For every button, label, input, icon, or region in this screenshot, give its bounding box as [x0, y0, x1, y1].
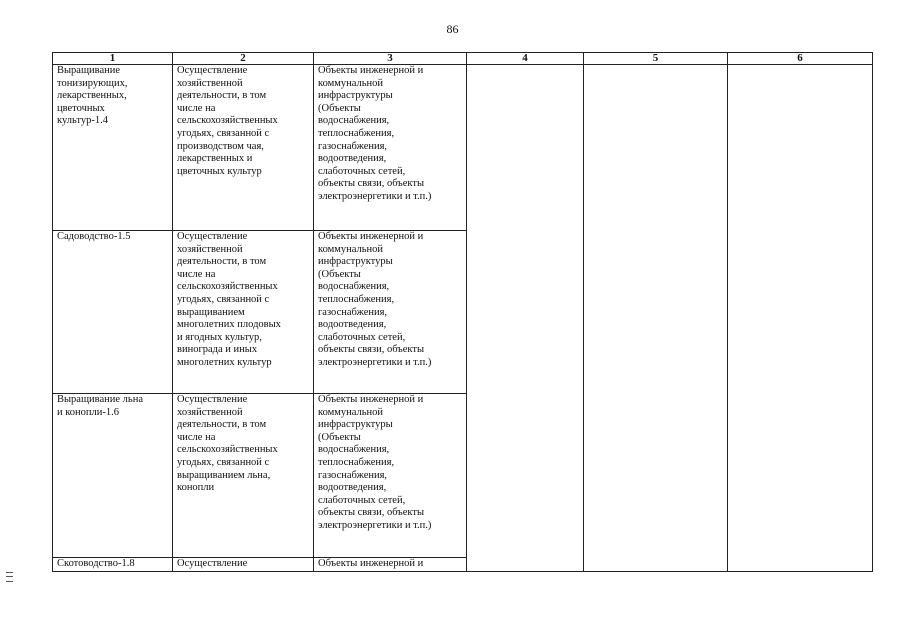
column-header: 1 [53, 53, 173, 65]
table-row [53, 65, 873, 231]
column-header: 4 [467, 53, 584, 65]
table-cell-description: Осуществление хозяйственной деятельности, в том числе на сельскохозяйственных угодьях, связанной с выращиванием льна, конопли [173, 394, 314, 558]
table-cell-objects: Объекты инженерной и [314, 558, 467, 572]
table-cell-description: Осуществление хозяйственной деятельности, в том числе на сельскохозяйственных угодьях, связанной с выращиванием многолетних плодовых и ягодных культур, винограда и иных многолетних культур [173, 231, 314, 394]
table-cell-empty [467, 65, 584, 572]
page-number: 86 [446, 22, 459, 36]
table-cell-description: Осуществление хозяйственной деятельности, в том числе на сельскохозяйственных угодьях, связанной с производством чая, лекарственных и цветочных культур [173, 65, 314, 231]
table-cell-use-type: Выращивание тонизирующих, лекарственных, цветочных культур-1.4 [53, 65, 173, 231]
table-cell-description: Осуществление [173, 558, 314, 572]
column-header: 5 [584, 53, 728, 65]
land-use-table [52, 52, 873, 572]
margin-mark [6, 572, 13, 582]
table-cell-empty [584, 65, 728, 572]
table-cell-use-type: Садоводство-1.5 [53, 231, 173, 394]
table-cell-objects: Объекты инженерной и коммунальной инфраструктуры (Объекты водоснабжения, теплоснабжения, газоснабжения, водоотведения, слаботочных сетей, объекты связи, объекты электроэнергетики и т.п.) [314, 231, 467, 394]
table-cell-objects: Объекты инженерной и коммунальной инфраструктуры (Объекты водоснабжения, теплоснабжения, газоснабжения, водоотведения, слаботочных сетей, объекты связи, объекты электроэнергетики и т.п.) [314, 394, 467, 558]
table-cell-empty [728, 65, 873, 572]
column-header: 6 [728, 53, 873, 65]
table-header-row [53, 53, 873, 65]
column-header: 3 [314, 53, 467, 65]
column-header: 2 [173, 53, 314, 65]
table-cell-objects: Объекты инженерной и коммунальной инфраструктуры (Объекты водоснабжения, теплоснабжения, газоснабжения, водоотведения, слаботочных сетей, объекты связи, объекты электроэнергетики и т.п.) [314, 65, 467, 231]
table-cell-use-type: Скотоводство-1.8 [53, 558, 173, 572]
table-cell-use-type: Выращивание льна и конопли-1.6 [53, 394, 173, 558]
